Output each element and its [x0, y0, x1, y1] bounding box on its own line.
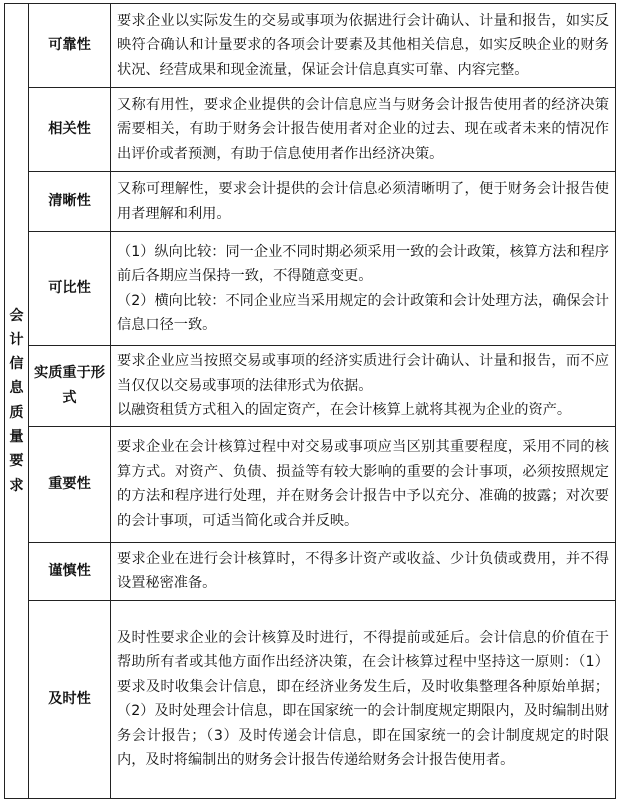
category-char: 要: [9, 453, 24, 470]
table-row: [5, 542, 616, 600]
category-char: 质: [9, 404, 24, 421]
requirement-name: 及时性: [29, 600, 111, 798]
description-paragraph: 又称可理解性，要求会计提供的会计信息必须清晰明了，便于财务会计报告使用者理解和利用。: [117, 181, 609, 222]
table-row: [5, 232, 616, 346]
table-row: [5, 426, 616, 542]
category-char: 信: [9, 356, 24, 373]
requirement-name: 可比性: [29, 232, 111, 346]
requirement-name: 清晰性: [29, 172, 111, 232]
category-char: 求: [9, 477, 24, 494]
requirement-description: [111, 4, 616, 88]
description-paragraph: 要求企业以实际发生的交易或事项为依据进行会计确认、计量和报告，如实反映符合确认和计量要求的各项会计要素及其他相关信息，如实反映企业的财务状况、经营成果和现金流量，保证会计信息真实可靠、内容完整。: [117, 12, 609, 78]
requirement-description: [111, 172, 616, 232]
category-char: 计: [9, 331, 24, 348]
requirement-description: [111, 88, 616, 172]
category-char: 息: [9, 380, 24, 397]
description-paragraph: 及时性要求企业的会计核算及时进行，不得提前或延后。会计信息的价值在于帮助所有者或其他方面作出经济决策，在会计核算过程中坚持这一原则：（1）要求及时收集会计信息，即在经济业务发生后，及时收集整理各种原始单据；（2）及时处理会计信息，即在国家统一的会计制度规定期限内，及时编制出财务会计报告；（3）及时传递会计信息，即在国家统一的会计制度规定的时限内，及时将编制出的财务会计报告传递给财务会计报告使用者。: [117, 629, 609, 768]
description-paragraph: 以融资租赁方式租入的固定资产，在会计核算上就将其视为企业的资产。: [117, 402, 572, 418]
requirement-name: 实质重于形式: [29, 346, 111, 427]
requirement-name: 谨慎性: [29, 542, 111, 600]
description-paragraph: （2）横向比较：不同企业应当采用规定的会计政策和会计处理方法，确保会计信息口径一致。: [117, 292, 609, 333]
category-cell: [5, 4, 29, 799]
table-row: [5, 600, 616, 798]
requirement-description: [111, 232, 616, 346]
requirement-description: [111, 542, 616, 600]
description-paragraph: （1）纵向比较：同一企业不同时期必须采用一致的会计政策，核算方法和程序前后各期应当保持一致，不得随意变更。: [117, 243, 609, 284]
accounting-quality-requirements-table: [4, 3, 616, 799]
description-paragraph: 要求企业在会计核算过程中对交易或事项应当区别其重要程度，采用不同的核算方式。对资产、负债、损益等有较大影响的重要的会计事项，必须按照规定的方法和程序进行处理，并在财务会计报告中予以充分、准确的披露；对次要的会计事项，可适当简化或合并反映。: [117, 439, 609, 529]
description-paragraph: 要求企业应当按照交易或事项的经济实质进行会计确认、计量和报告，而不应当仅仅以交易或事项的法律形式为依据。: [117, 353, 609, 394]
description-paragraph: 要求企业在进行会计核算时，不得多计资产或收益、少计负债或费用，并不得设置秘密准备。: [117, 550, 609, 591]
requirement-name: 重要性: [29, 426, 111, 542]
description-paragraph: 又称有用性，要求企业提供的会计信息应当与财务会计报告使用者的经济决策需要相关，有助于财务会计报告使用者对企业的过去、现在或者未来的情况作出评价或者预测，有助于信息使用者作出经济决策。: [117, 96, 609, 162]
category-char: 会: [9, 307, 24, 324]
requirement-name: 相关性: [29, 88, 111, 172]
requirement-description: [111, 426, 616, 542]
table-row: [5, 172, 616, 232]
requirement-description: [111, 600, 616, 798]
table-row: [5, 346, 616, 427]
requirement-name: 可靠性: [29, 4, 111, 88]
category-char: 量: [9, 429, 24, 446]
table-row: [5, 4, 616, 88]
table-row: [5, 88, 616, 172]
requirement-description: [111, 346, 616, 427]
